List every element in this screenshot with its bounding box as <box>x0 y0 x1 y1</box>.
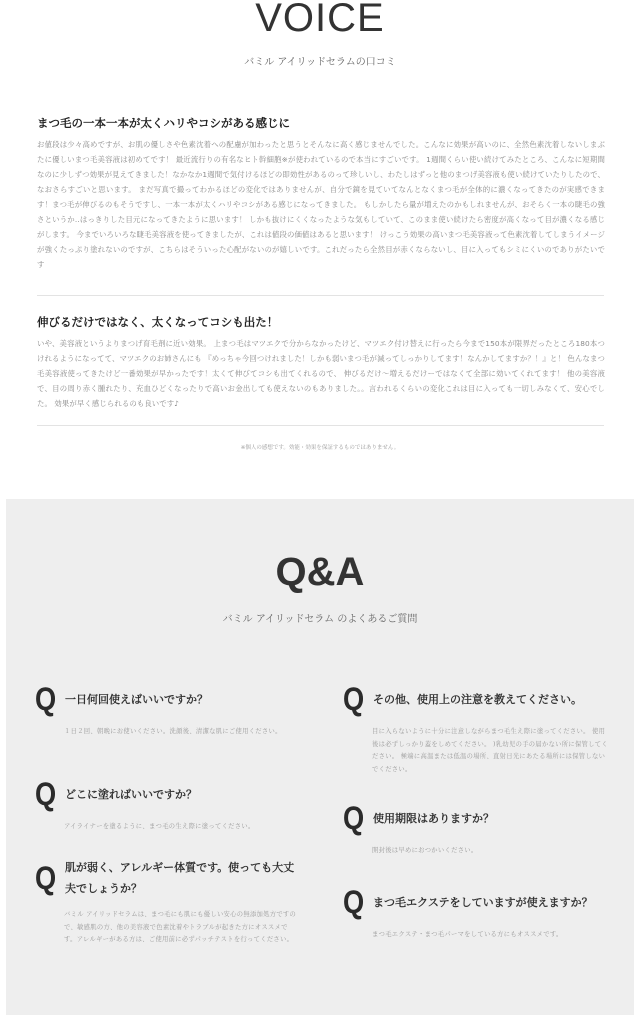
faq-question: 一日何回使えばいいですか？ <box>65 692 208 706</box>
q-icon: Q <box>35 860 57 896</box>
disclaimer-note: ※個人の感想です。効能・効果を保証するものではありません。 <box>240 445 400 451</box>
voice-section-subtitle: バミル アイリッドセラムの口コミ <box>244 57 396 68</box>
review-item <box>37 314 605 411</box>
faq-answer: 目に入らないように十分に注意しながらまつ毛生え際に塗ってください。 使用後は必ずしっかり蓋をしめてください。 )乳幼児の手の届かない所に保管してください。 極端に高温または低温の場所、直射日光にあたる場所には保管しないでください。 <box>372 728 608 773</box>
review-body: いや、美容液というよりまつげ育毛剤に近い効果。 上まつ毛はマツエクで分からなかったけど、マツエク付け替えに行ったら今まで150本が限界だったところ180本つけれるようになってて、マツエクのお姉さんにも 『めっちゃ今回つけれました！しかも弱いまつ毛が減ってしっかりしてます！なんかしてますか？！』と！ 色んなまつ毛美容液使ってきたけど一番効果が早かったです！太くて伸びてコシも出てくれるので、 伸びるだけ〜増えるだけーではなくて全部に効いてくれてます！ 他の美容液で、目の周り赤く腫れたり、充血ひどくなったりで高いお金出しても使えないのもありました。。言われるくらいの変化これは目に入っても一切しみなくて、安心でした。 効果が早く感じられるのも良いです♪ <box>37 339 605 408</box>
faq-answer: バミル アイリッドセラムは、まつ毛にも肌にも優しい安心の無添加処方ですので、敏感肌の方、他の美容液で色素沈着やトラブルが起きた方にオススメです。アレルギーがある方は、ご使用前に必ずパッチテストを行ってください。 <box>64 911 297 943</box>
divider <box>37 425 604 426</box>
faq-item <box>343 801 608 858</box>
faq-item <box>343 885 608 942</box>
faq-item <box>35 682 300 739</box>
faq-question: まつ毛エクステをしていますが使えますか？ <box>373 895 593 909</box>
faq-answer: アイライナーを塗るように、まつ毛の生え際に塗ってください。 <box>64 823 255 830</box>
faq-question: どこに塗ればいいですか？ <box>65 787 197 801</box>
voice-section-title: VOICE <box>255 0 385 40</box>
divider <box>37 295 604 296</box>
q-icon: Q <box>343 884 365 920</box>
q-icon: Q <box>343 800 365 836</box>
q-icon: Q <box>343 681 365 717</box>
faq-question: 使用期限はありますか？ <box>373 811 494 825</box>
q-icon: Q <box>35 776 57 812</box>
review-body: お値段は少々高めですが、お肌の優しさや色素沈着への配慮が加わったと思うとそんなに高く感じませんでした。こんなに効果が高いのに、全然色素沈着しないしまぶたに優しいまつ毛美容液は初めてです！ 最近流行りの有名なヒト幹細胞※が使われているので本当にすごいです。 1週間くらい使い続けてみたところ、こんなに短期間なのに少しずつ効果が見えてきました！なかなか1週間で気付けるほどの即効性があるのって珍しいし、わたしはずっと他のまつげ美容液も使い続けていたりしたので、なおさらすごいと思います。 まだ写真で撮ってわかるほどの変化ではありませんが、自分で鏡を見ていてなんとなくまつ毛が全体的に濃くなってきたのが実感できます！まつ毛が伸びるのもそうですし、一本一本が太くハリやコシがある感じになってきました。 もしかしたら量が増えたのかもしれませんが、おそらく一本の睫毛の強さというか..はっきりした目元になってきたように思います！ しかも抜けにくくなったような気もしていて、このまま使い続けたら密度が高くなって目が濃くなる感じがします。 今までいろいろな睫毛美容液を使ってきましたが、これは値段の価値はあると思います！ けっこう効果の高いまつ毛美容液って色素沈着してしまうイメージが強くたっぷり塗れないのですが、こちらはそういった心配がないのが嬉しいです。これだったら全然目が赤くならないし、目に入ってもシミにくいのでありがたいです <box>37 140 605 269</box>
qa-section-subtitle: バミル アイリッドセラム のよくあるご質問 <box>222 614 418 625</box>
faq-answer: 開封後は早めにおつかいください。 <box>372 847 478 854</box>
faq-item <box>35 777 300 834</box>
faq-question: その他、使用上の注意を教えてください。 <box>373 692 582 706</box>
faq-answer: まつ毛エクステ・まつ毛パーマをしている方にもオススメです。 <box>372 931 563 938</box>
review-item <box>37 115 605 272</box>
q-icon: Q <box>35 681 57 717</box>
faq-answer: １日２回、朝晩にお使いください。洗顔後、清潔な肌にご使用ください。 <box>64 728 282 735</box>
faq-item <box>343 682 608 776</box>
qa-section-title: Q&A <box>275 550 365 594</box>
review-title: 伸びるだけではなく、太くなってコシも出た！ <box>37 315 279 329</box>
review-title: まつ毛の一本一本が太くハリやコシがある感じに <box>37 116 290 130</box>
faq-item <box>35 857 300 947</box>
faq-question: 肌が弱く、アレルギー体質です。使っても大丈夫でしょうか？ <box>65 861 295 895</box>
